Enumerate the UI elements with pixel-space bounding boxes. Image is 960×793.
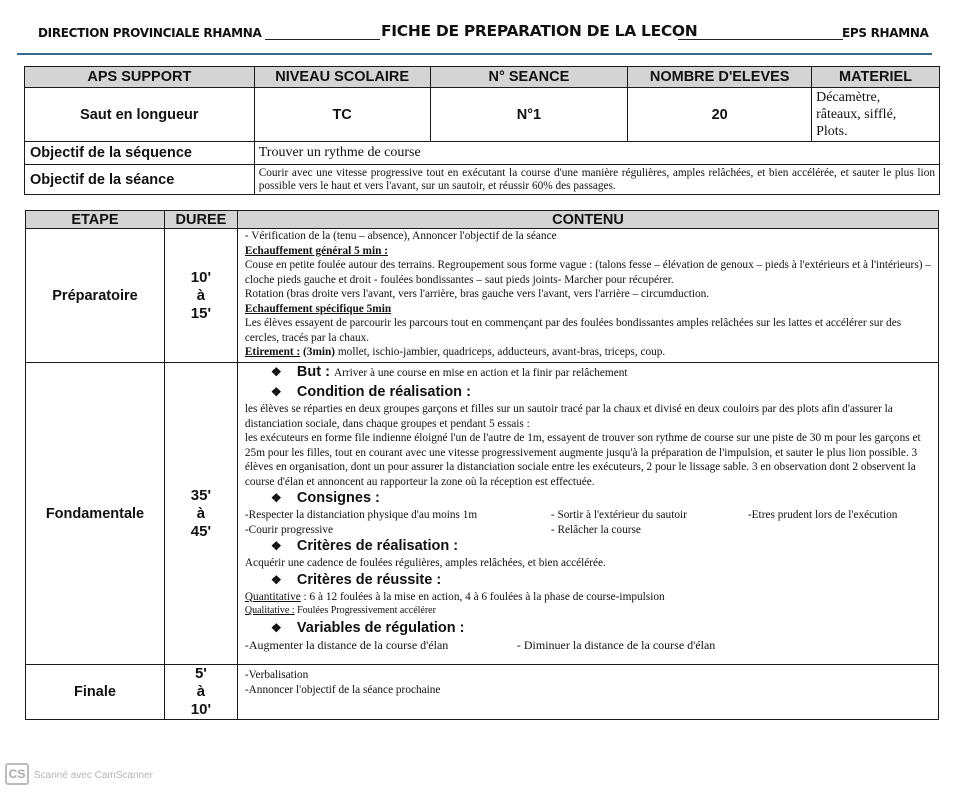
row-finale [26,665,939,720]
header-underline [265,39,380,40]
diamond-bullet-icon: ❖ [270,539,282,553]
qualitative-line: Qualitative : Foulées Progressivement accélérer [244,605,436,616]
col-header-eleves: NOMBRE D'ELEVES [628,67,812,88]
but-section: ❖ But : Arriver à une course en mise en action et la finir par relâchement [270,364,628,380]
niveau-value: TC [254,88,430,142]
consignes-heading: ❖ Consignes : [270,490,380,506]
col-header-duree: DUREE [164,211,237,229]
variables-heading: ❖ Variables de régulation : [270,619,465,636]
eps-label: EPS RHAMNA [842,26,929,40]
etape-preparatoire: Préparatoire [26,229,165,363]
etape-finale: Finale [26,665,165,720]
direction-label: DIRECTION PROVINCIALE RHAMNA [38,26,262,40]
col-header-etape: ETAPE [26,211,165,229]
page-title: FICHE DE PREPARATION DE LA LECON [381,22,698,40]
header-underline [678,39,843,40]
etape-fondamentale: Fondamentale [26,363,165,665]
echauffement-general-heading: Echauffement général 5 min : [244,244,388,257]
condition-heading: ❖ Condition de réalisation : [270,384,471,400]
duree-fondamentale: 35' à 45' [164,363,237,665]
criteres-reussite-heading: ❖ Critères de réussite : [270,571,442,588]
col-header-seance: N° SEANCE [430,67,628,88]
duree-finale: 5' à 10' [164,665,237,720]
echauffement-specifique-heading: Echauffement spécifique 5min [244,302,392,315]
header-divider [17,53,932,55]
row-fondamentale [26,363,939,665]
contenu-preparatoire: - Vérification de la (tenu – absence), Annoncer l'objectif de la séance Echauffement général 5 min : Couse en petite foulée autour des terrains. Regroupement sous forme vague : (talons fesse – élévation de genoux – pieds à l'extérieurs et à l'intérieurs) – cloche pieds gauche et droit - foulées bondissantes – saut pieds joints- Marcher pour récupérer. Rotation (bras droite vers l'avant, vers l'arrière, bras gauche vers l'avant, vers l'arrière – circumduction. Echauffement spécifique 5min Les élèves essayent de parcourir les parcours tout en commençant par des foulées bondissantes amples relâchées sur les lattes et accélérer sur des cercles, tracés par la chaux. Etirement : (3min) mollet, ischio-jambier, quadriceps, adducteurs, avant-bras, triceps, coup. [237,229,938,363]
diamond-bullet-icon: ❖ [270,620,282,635]
aps-support-value: Saut en longueur [25,88,255,142]
document-header [0,22,960,44]
consignes-row-2: -Courir progressive - Relâcher la course [244,523,641,536]
info-table [24,66,940,195]
col-header-aps: APS SUPPORT [25,67,255,88]
row-preparatoire [26,229,939,363]
materiel-value: Décamètre, râteaux, sifflé, Plots. [812,88,940,142]
variables-row: -Augmenter la distance de la course d'élan - Diminuer la distance de la course d'élan [244,637,716,652]
objectif-sequence-label: Objectif de la séquence [25,142,255,165]
contenu-finale: -Verbalisation -Annoncer l'objectif de la séance prochaine [237,665,938,720]
diamond-bullet-icon: ❖ [270,491,282,505]
objectif-seance-label: Objectif de la séance [25,165,255,195]
col-header-materiel: MATERIEL [812,67,940,88]
camscanner-watermark: Scanné avec CamScanner [34,770,153,781]
contenu-fondamentale: ❖ But : Arriver à une course en mise en action et la finir par relâchement ❖ Condition de réalisation : les élèves se réparties en deux groupes garçons et filles sur un sautoir tracé par la chaux et divisé en deux couloirs par des plots afin d'assurer la distanciation sociale, dans chaque groupes et pendant 5 essais : les exécuteurs en forme file indienne éloigné l'un de l'autre de 1m, essayent de trouver son rythme de course sur une piste de 30 m pour les garçons et 25m pour les filles, tout en courant avec une vitesse progressivement augmente jusqu'à la préparation de l'impulsion, et sauter le plus lion possible. 3 élèves en organisation, dont un pour assurer la distanciation sociale entre les exécuteurs, 2 pour le lissage sable. 3 en observation dont 2 observent la course d'élan et annoncent au rapporteur la zone où la réception est effectuée. ❖ Consignes : -Respecter la distanciation physique d'au moins 1m - Sortir à l'extérieur du sautoir -Etres prudent lors de l'exécution -Courir progressive - Relâcher la course ❖ Critères de réalisation : Acquérir une cadence de foulées régulières, amples relâchées, et bien accélérée. ❖ Critères de réussite : Quantitative : 6 à 12 foulées à la mise en action, 4 à 6 foulées à la phase de course-impulsion Qualitative : Foulées Progressivement accélérer ❖ Variables de régulation : -Augmenter la distance de la course d'élan - Diminuer la distance de la course d'élan [237,363,938,665]
consignes-row-1: -Respecter la distanciation physique d'au moins 1m - Sortir à l'extérieur du sautoir -Etres prudent lors de l'exécution [244,509,898,521]
col-header-contenu: CONTENU [237,211,938,229]
diamond-bullet-icon: ❖ [270,365,282,379]
objectif-sequence-value: Trouver un rythme de course [254,142,939,165]
quantitative-line: Quantitative : 6 à 12 foulées à la mise en action, 4 à 6 foulées à la phase de course-impulsion [244,590,665,603]
objectif-seance-value: Courir avec une vitesse progressive tout en exécutant la course d'une manière régulières, amples relâchées, et bien accélérée, et sauter le plus lion possible vers le haut et vers l'avant, sur un sautoir, et réussir 60% des passages. [254,165,939,195]
col-header-niveau: NIVEAU SCOLAIRE [254,67,430,88]
diamond-bullet-icon: ❖ [270,572,282,587]
duree-preparatoire: 10' à 15' [164,229,237,363]
lesson-table [25,210,939,720]
criteres-realisation-heading: ❖ Critères de réalisation : [270,538,459,554]
camscanner-logo-icon: CS [5,763,29,785]
eleves-value: 20 [628,88,812,142]
etirement-line: Etirement : (3min) mollet, ischio-jambier, quadriceps, adducteurs, avant-bras, triceps, coup. [244,346,666,358]
diamond-bullet-icon: ❖ [270,385,282,399]
seance-value: N°1 [430,88,628,142]
